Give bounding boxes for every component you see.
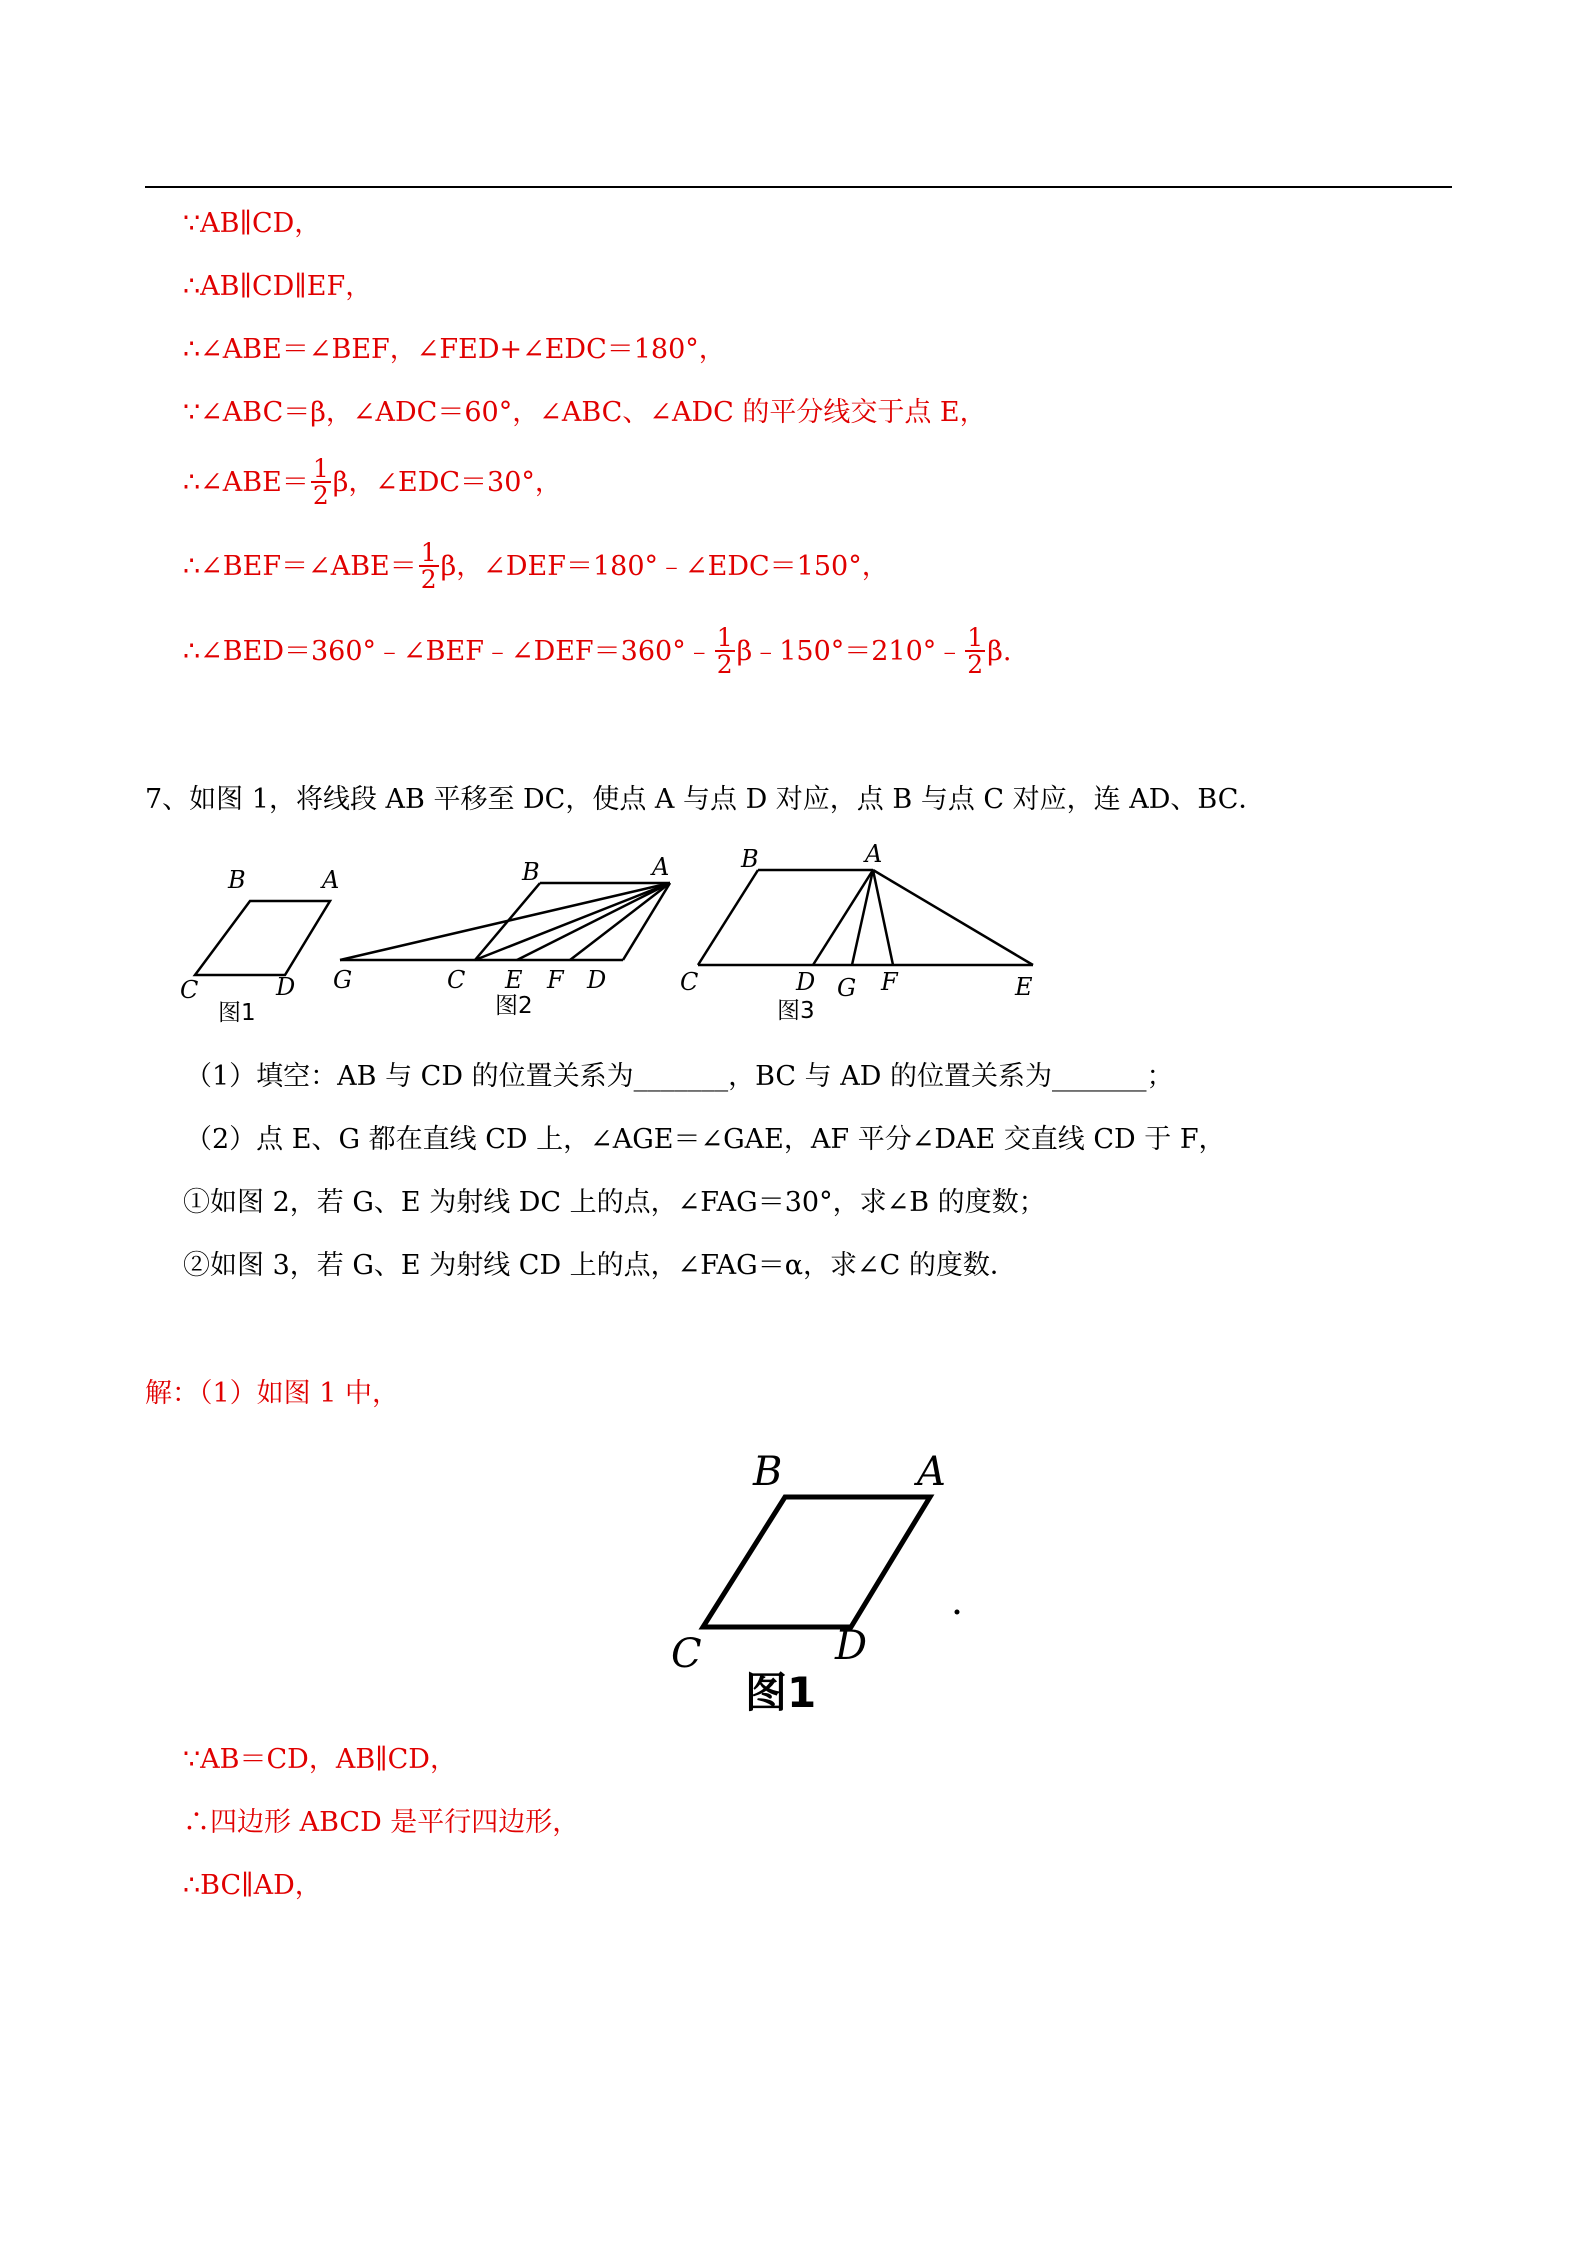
segment-ae xyxy=(873,870,1033,965)
fraction-numerator: 1 xyxy=(420,538,437,567)
label-e: E xyxy=(505,966,523,994)
label-f: F xyxy=(881,968,898,996)
solution-line-7-end: β. xyxy=(987,636,1012,668)
figure-caption: 图1 xyxy=(745,1668,817,1717)
fraction-denominator: 2 xyxy=(420,565,437,594)
fraction-denominator: 2 xyxy=(967,650,984,679)
label-a: A xyxy=(865,840,883,868)
solution-line-7-start: ∴∠BED＝360°﹣∠BEF﹣∠DEF＝360°﹣ xyxy=(183,636,713,668)
answer-line-3: ∴BC∥AD， xyxy=(183,1870,322,1901)
solution-line-7-middle: β﹣150°＝210°﹣ xyxy=(736,636,964,668)
solution-line-1: ∵AB∥CD， xyxy=(183,208,322,239)
answer-line-2: ∴四边形 ABCD 是平行四边形， xyxy=(183,1807,580,1838)
solution-line-6 xyxy=(183,540,889,593)
label-d: D xyxy=(835,1623,868,1669)
label-b: B xyxy=(741,845,759,873)
answer-line-1: ∵AB＝CD，AB∥CD， xyxy=(183,1744,457,1775)
fraction-half xyxy=(715,625,735,678)
fraction-half xyxy=(311,456,331,509)
solution-line-3: ∴∠ABE＝∠BEF，∠FED+∠EDC＝180°， xyxy=(183,334,726,365)
label-d: D xyxy=(276,973,296,1001)
label-c: C xyxy=(680,968,699,996)
figure-3 xyxy=(675,840,1045,1032)
label-a: A xyxy=(322,866,340,894)
fraction-half xyxy=(965,625,985,678)
label-c: C xyxy=(447,966,466,994)
question-title: 7、如图 1，将线段 AB 平移至 DC，使点 A 与点 D 对应，点 B 与点 C 对应，连 AD、BC． xyxy=(145,784,1266,815)
fraction-numerator: 1 xyxy=(312,454,329,483)
segment-ad xyxy=(813,870,873,965)
fraction-numerator: 1 xyxy=(716,623,733,652)
header-rule xyxy=(145,186,1452,188)
label-b: B xyxy=(522,858,540,886)
question-part-2-1: ①如图 2，若 G、E 为射线 DC 上的点，∠FAG＝30°，求∠B 的度数； xyxy=(183,1187,1046,1218)
fraction-denominator: 2 xyxy=(312,481,329,510)
parallelogram-abcd xyxy=(195,901,330,975)
solution-line-6-end: β，∠DEF＝180°﹣∠EDC＝150°， xyxy=(440,551,889,583)
label-a: A xyxy=(917,1449,946,1495)
label-a: A xyxy=(652,853,670,881)
label-e: E xyxy=(1015,973,1033,1001)
fraction-half xyxy=(419,540,439,593)
solution-line-7 xyxy=(183,625,1011,678)
question-part-2: （2）点 E、G 都在直线 CD 上，∠AGE＝∠GAE，AF 平分∠DAE 交直线 CD 于 F， xyxy=(185,1124,1226,1155)
label-d: D xyxy=(587,966,607,994)
label-b: B xyxy=(753,1449,783,1495)
label-c: C xyxy=(671,1631,702,1677)
label-d: D xyxy=(796,968,816,996)
solution-line-4: ∵∠ABC＝β，∠ADC＝60°，∠ABC、∠ADC 的平分线交于点 E， xyxy=(183,397,987,428)
figure-caption: 图3 xyxy=(777,998,815,1024)
question-part-1: （1）填空：AB 与 CD 的位置关系为_______，BC 与 AD 的位置关系为_______； xyxy=(185,1061,1174,1092)
fraction-denominator: 2 xyxy=(716,650,733,679)
fraction-numerator: 1 xyxy=(967,623,984,652)
figure-caption: 图2 xyxy=(495,993,533,1019)
label-g: G xyxy=(333,966,353,994)
label-g: G xyxy=(837,974,857,1002)
segment-bc xyxy=(698,870,758,965)
question-part-2-2: ②如图 3，若 G、E 为射线 CD 上的点，∠FAG＝α，求∠C 的度数． xyxy=(183,1250,1017,1281)
figure-2 xyxy=(325,848,690,1032)
stray-dot xyxy=(955,1610,960,1615)
segment-af xyxy=(873,870,893,965)
figure-1-small xyxy=(170,848,353,1032)
label-b: B xyxy=(228,866,246,894)
segment-ag xyxy=(852,870,873,965)
figure-1-large xyxy=(665,1445,985,1724)
parallelogram-abcd xyxy=(703,1497,930,1627)
solution-line-6-start: ∴∠BEF＝∠ABE＝ xyxy=(183,551,417,583)
answer-intro: 解：（1）如图 1 中， xyxy=(145,1378,400,1409)
label-c: C xyxy=(180,976,199,1004)
figure-caption: 图1 xyxy=(218,1000,256,1026)
solution-line-5 xyxy=(183,456,562,509)
solution-line-2: ∴AB∥CD∥EF， xyxy=(183,271,373,302)
solution-line-5-start: ∴∠ABE＝ xyxy=(183,467,309,499)
label-f: F xyxy=(547,966,564,994)
solution-line-5-end: β，∠EDC＝30°， xyxy=(332,467,562,499)
